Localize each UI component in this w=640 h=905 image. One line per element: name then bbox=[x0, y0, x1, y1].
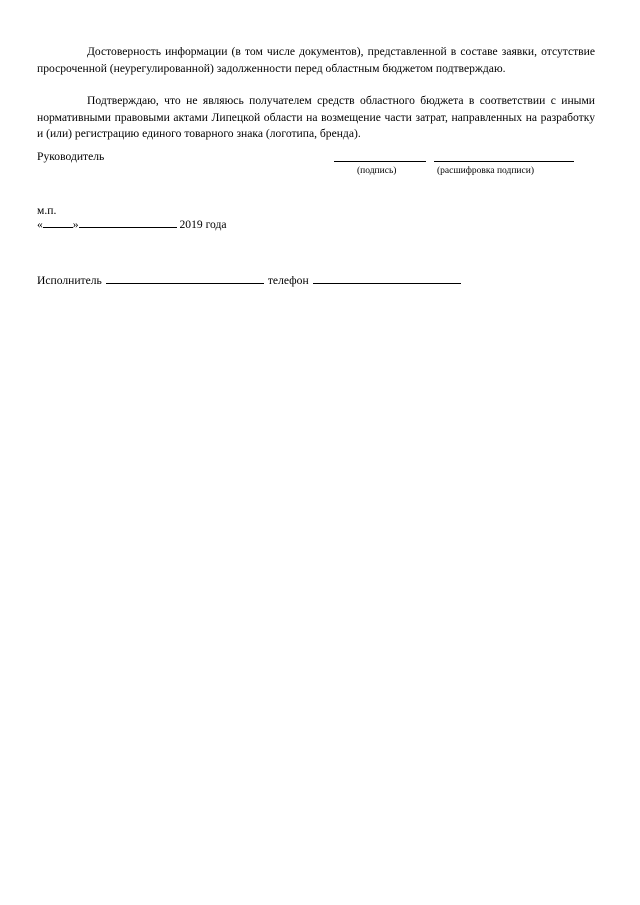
signature-line bbox=[334, 161, 426, 162]
executor-blank bbox=[106, 273, 264, 284]
month-blank bbox=[79, 217, 177, 228]
date-row bbox=[37, 217, 227, 233]
head-label: Руководитель bbox=[37, 150, 105, 163]
executor-label: Исполнитель bbox=[37, 274, 102, 287]
day-blank bbox=[43, 217, 73, 228]
date-close-quote: » bbox=[72, 218, 79, 231]
phone-label: телефон bbox=[267, 274, 309, 287]
date-open-quote: « bbox=[37, 218, 43, 231]
stamp-place-label: м.п. bbox=[37, 204, 57, 217]
executor-row bbox=[37, 273, 461, 289]
signature-decoding-caption: (расшифровка подписи) bbox=[437, 166, 534, 176]
paragraph-reliability: Достоверность информации (в том числе документов), представленной в составе заявки, отсутствие просроченной (неурегулированной) задолженности перед областным бюджетом подтверждаю. bbox=[37, 45, 595, 75]
signature-decoding-line bbox=[434, 161, 574, 162]
paragraph-confirmation: Подтверждаю, что не являюсь получателем средств областного бюджета в соответствии с иными нормативными правовыми актами Липецкой области на возмещение части затрат, направленных на разработку и (или) регистрацию единого товарного знака (логотипа, бренда). bbox=[37, 94, 595, 140]
date-year: 2019 года bbox=[179, 218, 227, 231]
signature-caption: (подпись) bbox=[357, 166, 397, 176]
phone-blank bbox=[313, 273, 461, 284]
